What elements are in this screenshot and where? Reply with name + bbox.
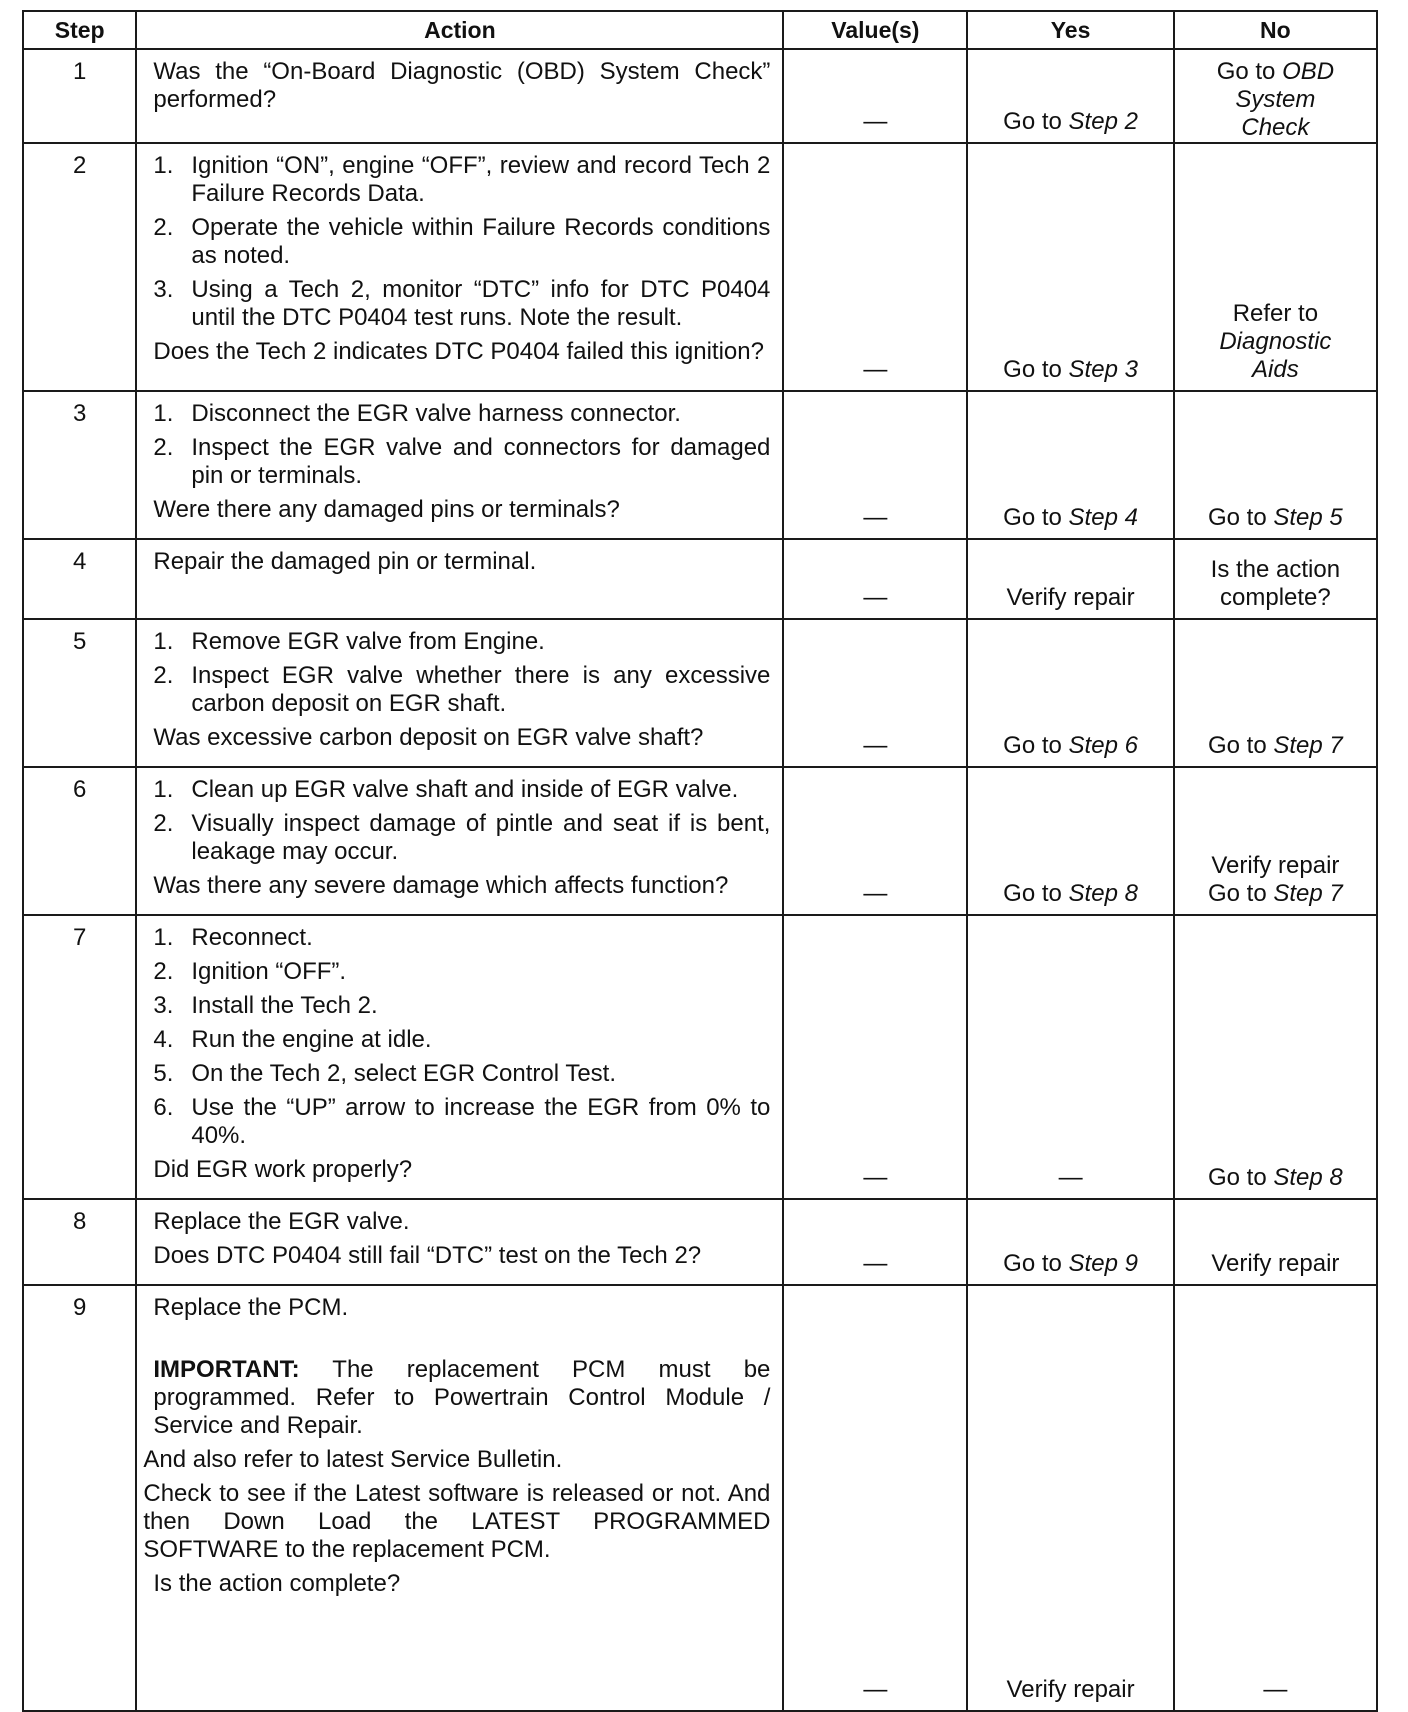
action-item: 1. Remove EGR valve from Engine.	[153, 628, 545, 655]
go-to-text: Go to	[1208, 732, 1274, 759]
yes-cell: Verify repair	[967, 1285, 1173, 1711]
important-text: The replacement PCM must be programmed. Refer to Powertrain Control Module / Service and Repair.	[153, 1356, 771, 1439]
table-row	[23, 1285, 1377, 1711]
action-question: Was there any severe damage which affects function?	[153, 872, 729, 899]
action-question: Did EGR work properly?	[153, 1156, 413, 1183]
yes-cell	[967, 49, 1173, 143]
action-item: 2. Ignition “OFF”.	[153, 958, 347, 985]
step-link: Step 8	[1273, 1164, 1343, 1191]
diagnostic-table	[22, 10, 1378, 1712]
no-cell	[1174, 539, 1377, 619]
no-cell	[1174, 143, 1377, 391]
step-link: Step 4	[1068, 504, 1138, 531]
header-yes: Yes	[967, 11, 1173, 49]
header-action: Action	[136, 11, 783, 49]
step-number: 1	[23, 49, 136, 143]
no-line: complete?	[1220, 584, 1331, 611]
step-link: Step 2	[1068, 108, 1138, 135]
action-item: 6. Use the “UP” arrow to increase the EGR from 0% to 40%.	[153, 1094, 771, 1149]
no-cell: —	[1174, 1285, 1377, 1711]
action-cell	[136, 143, 783, 391]
yes-cell: —	[967, 915, 1173, 1199]
action-cell	[136, 1285, 783, 1711]
diagnostic-table-sheet	[22, 10, 1378, 1703]
table-row	[23, 619, 1377, 767]
go-to-text: Go to	[1003, 108, 1069, 135]
values-cell: —	[783, 1285, 967, 1711]
no-cell	[1174, 49, 1377, 143]
action-question: Was the “On-Board Diagnostic (OBD) System Check” performed?	[153, 58, 771, 113]
no-line	[1175, 356, 1376, 384]
step-link: Step 9	[1068, 1250, 1138, 1277]
no-line	[1175, 86, 1376, 114]
action-item: 1. Ignition “ON”, engine “OFF”, review and record Tech 2 Failure Records Data.	[153, 152, 771, 207]
values-cell: —	[783, 619, 967, 767]
go-to-text: Go to	[1208, 1164, 1274, 1191]
no-cell	[1174, 915, 1377, 1199]
no-link-text: Check	[1241, 114, 1310, 141]
action-item: 4. Run the engine at idle.	[153, 1026, 432, 1053]
table-row	[23, 391, 1377, 539]
action-question: Is the action complete?	[153, 1570, 401, 1597]
table-row	[23, 1199, 1377, 1285]
no-cell	[1174, 391, 1377, 539]
go-to-text: Go to	[1003, 504, 1069, 531]
no-cell	[1174, 619, 1377, 767]
header-row	[23, 11, 1377, 49]
step-number: 9	[23, 1285, 136, 1711]
action-question: Were there any damaged pins or terminals?	[153, 496, 620, 523]
values-cell: —	[783, 391, 967, 539]
action-cell	[136, 915, 783, 1199]
step-number: 3	[23, 391, 136, 539]
values-cell: —	[783, 767, 967, 915]
table-row	[23, 539, 1377, 619]
go-to-text: Go to	[1003, 880, 1069, 907]
no-cell: Verify repair	[1174, 1199, 1377, 1285]
action-cell	[136, 767, 783, 915]
no-line	[1175, 114, 1376, 142]
yes-cell	[967, 391, 1173, 539]
go-to-text: Go to	[1208, 880, 1274, 907]
action-item: 2. Visually inspect damage of pintle and seat if is bent, leakage may occur.	[153, 810, 771, 865]
action-cell	[136, 49, 783, 143]
step-number: 4	[23, 539, 136, 619]
table-row	[23, 143, 1377, 391]
table-row	[23, 915, 1377, 1199]
action-item: 1. Reconnect.	[153, 924, 313, 951]
header-no: No	[1174, 11, 1377, 49]
values-cell: —	[783, 49, 967, 143]
go-to-text: Go to	[1003, 1250, 1069, 1277]
step-link: Step 5	[1273, 504, 1343, 531]
action-question: Does the Tech 2 indicates DTC P0404 failed this ignition?	[153, 338, 764, 365]
go-to-text: Go to	[1216, 58, 1283, 85]
step-link: Step 7	[1273, 732, 1343, 759]
action-cell	[136, 619, 783, 767]
action-item: 1. Disconnect the EGR valve harness connector.	[153, 400, 681, 427]
yes-cell	[967, 619, 1173, 767]
step-number: 6	[23, 767, 136, 915]
step-number: 2	[23, 143, 136, 391]
go-to-text: Go to	[1003, 732, 1069, 759]
action-question: Was excessive carbon deposit on EGR valve shaft?	[153, 724, 704, 751]
action-text: Replace the EGR valve.	[153, 1208, 410, 1235]
step-link: Step 6	[1068, 732, 1138, 759]
action-cell	[136, 391, 783, 539]
no-link-text: System	[1235, 86, 1316, 113]
go-to-text: Go to	[1208, 504, 1274, 531]
values-cell: —	[783, 143, 967, 391]
step-link: Step 8	[1068, 880, 1138, 907]
yes-cell	[967, 143, 1173, 391]
action-cell	[136, 1199, 783, 1285]
values-cell: —	[783, 539, 967, 619]
yes-cell	[967, 767, 1173, 915]
header-values: Value(s)	[783, 11, 967, 49]
action-item: 2. Inspect EGR valve whether there is any excessive carbon deposit on EGR shaft.	[153, 662, 771, 717]
yes-cell	[967, 1199, 1173, 1285]
action-item: 1. Clean up EGR valve shaft and inside of EGR valve.	[153, 776, 739, 803]
step-link: Step 7	[1273, 880, 1343, 907]
table-row	[23, 49, 1377, 143]
action-paragraph: Check to see if the Latest software is released or not. And then Down Load the LATEST PROGRAMMED SOFTWARE to the replacement PCM.	[143, 1480, 771, 1563]
step-number: 8	[23, 1199, 136, 1285]
action-paragraph: And also refer to latest Service Bulletin.	[143, 1446, 563, 1473]
values-cell: —	[783, 1199, 967, 1285]
important-label: IMPORTANT:	[153, 1356, 300, 1383]
yes-cell: Verify repair	[967, 539, 1173, 619]
step-link: Step 3	[1068, 356, 1138, 383]
step-number: 7	[23, 915, 136, 1199]
no-link-text: Aids	[1252, 356, 1299, 383]
important-note	[153, 1356, 770, 1440]
no-line	[1175, 328, 1376, 356]
action-question: Does DTC P0404 still fail “DTC” test on the Tech 2?	[153, 1242, 702, 1269]
action-item: 2. Operate the vehicle within Failure Records conditions as noted.	[153, 214, 771, 269]
action-cell	[136, 539, 783, 619]
action-item: 5. On the Tech 2, select EGR Control Test.	[153, 1060, 617, 1087]
no-line: Is the action	[1210, 556, 1341, 583]
no-line: Refer to	[1232, 300, 1319, 327]
values-cell: —	[783, 915, 967, 1199]
no-link-text: OBD	[1282, 58, 1335, 85]
step-number: 5	[23, 619, 136, 767]
action-item: 3. Using a Tech 2, monitor “DTC” info for DTC P0404 until the DTC P0404 test runs. Note the result.	[153, 276, 771, 331]
action-item: 3. Install the Tech 2.	[153, 992, 378, 1019]
no-line	[1175, 880, 1376, 908]
no-line: Verify repair	[1211, 852, 1340, 879]
action-text: Replace the PCM.	[153, 1294, 349, 1321]
no-line	[1175, 58, 1376, 86]
action-text: Repair the damaged pin or terminal.	[153, 548, 537, 575]
header-step: Step	[23, 11, 136, 49]
no-link-text: Diagnostic	[1219, 328, 1332, 355]
action-item: 2. Inspect the EGR valve and connectors for damaged pin or terminals.	[153, 434, 771, 489]
go-to-text: Go to	[1003, 356, 1069, 383]
table-row	[23, 767, 1377, 915]
no-cell	[1174, 767, 1377, 915]
